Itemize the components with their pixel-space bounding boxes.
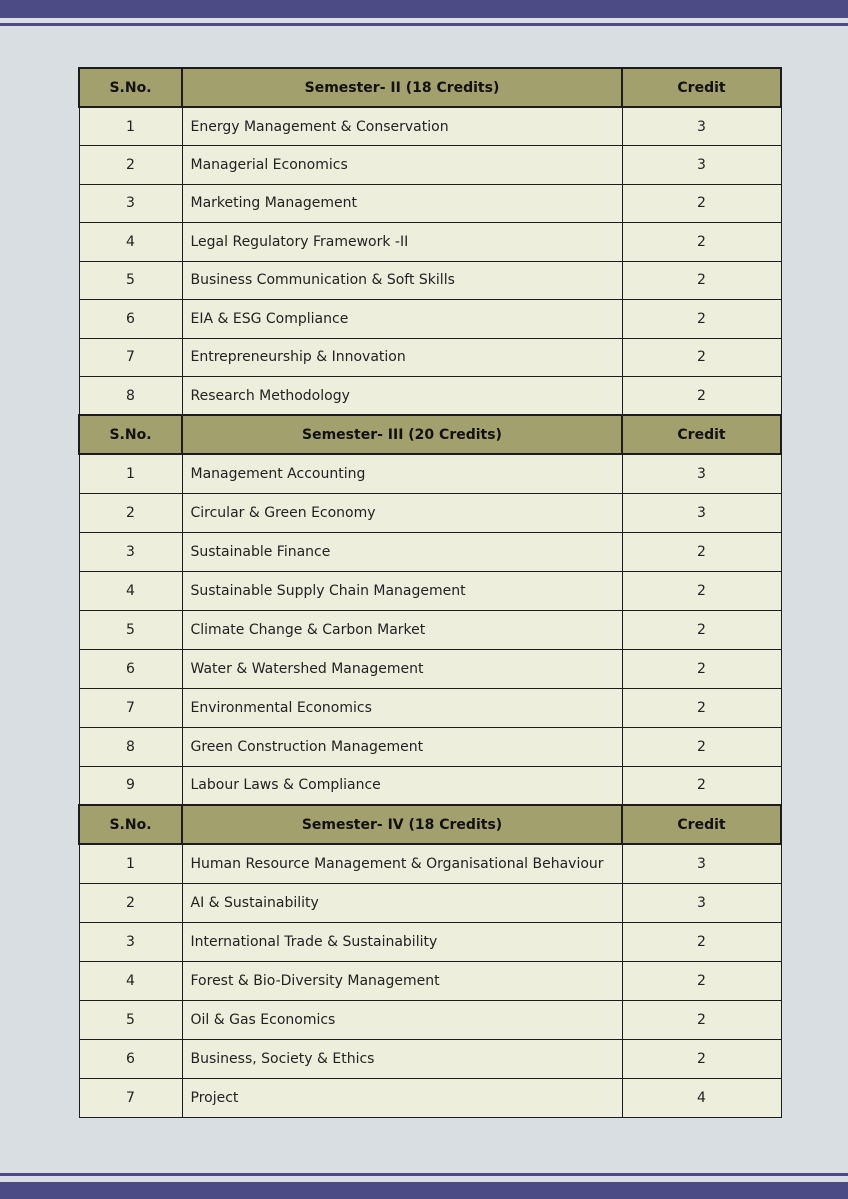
row-sno: 9 [79, 766, 182, 805]
table-row [79, 610, 781, 649]
table-row [79, 1078, 781, 1117]
row-sno: 8 [79, 377, 182, 416]
row-sno: 1 [79, 107, 182, 146]
header-sno: S.No. [79, 68, 182, 107]
table-row [79, 922, 781, 961]
header-credit: Credit [622, 805, 781, 844]
table-row [79, 377, 781, 416]
semester-2-header-row [79, 68, 781, 107]
row-sno: 4 [79, 571, 182, 610]
row-course: Managerial Economics [182, 146, 622, 185]
row-course: Sustainable Finance [182, 532, 622, 571]
header-credit: Credit [622, 68, 781, 107]
row-course: International Trade & Sustainability [182, 922, 622, 961]
table-row [79, 338, 781, 377]
row-course: Project [182, 1078, 622, 1117]
table-row [79, 727, 781, 766]
row-credit: 3 [622, 146, 781, 185]
row-credit: 2 [622, 1000, 781, 1039]
table-row [79, 223, 781, 262]
row-sno: 1 [79, 454, 182, 493]
table-row [79, 571, 781, 610]
row-course: EIA & ESG Compliance [182, 300, 622, 339]
semester-title: Semester- II (18 Credits) [182, 68, 622, 107]
table-row [79, 688, 781, 727]
row-course: Green Construction Management [182, 727, 622, 766]
row-sno: 7 [79, 1078, 182, 1117]
row-credit: 2 [622, 184, 781, 223]
row-sno: 7 [79, 338, 182, 377]
row-credit: 2 [622, 532, 781, 571]
row-course: Sustainable Supply Chain Management [182, 571, 622, 610]
row-sno: 2 [79, 883, 182, 922]
table-row [79, 1039, 781, 1078]
header-sno: S.No. [79, 415, 182, 454]
row-credit: 3 [622, 493, 781, 532]
row-sno: 1 [79, 844, 182, 883]
row-credit: 2 [622, 300, 781, 339]
table-row [79, 532, 781, 571]
row-sno: 2 [79, 146, 182, 185]
row-course: Management Accounting [182, 454, 622, 493]
row-course: AI & Sustainability [182, 883, 622, 922]
row-course: Circular & Green Economy [182, 493, 622, 532]
row-course: Labour Laws & Compliance [182, 766, 622, 805]
row-sno: 4 [79, 223, 182, 262]
row-credit: 4 [622, 1078, 781, 1117]
row-credit: 2 [622, 1039, 781, 1078]
top-rule [0, 23, 848, 26]
row-sno: 5 [79, 610, 182, 649]
table-row [79, 844, 781, 883]
row-credit: 2 [622, 961, 781, 1000]
row-course: Business Communication & Soft Skills [182, 261, 622, 300]
row-credit: 2 [622, 610, 781, 649]
course-table [78, 67, 782, 1118]
row-credit: 2 [622, 377, 781, 416]
table-row [79, 300, 781, 339]
row-course: Environmental Economics [182, 688, 622, 727]
row-credit: 2 [622, 922, 781, 961]
top-band [0, 0, 848, 18]
row-course: Entrepreneurship & Innovation [182, 338, 622, 377]
table-row [79, 146, 781, 185]
row-course: Business, Society & Ethics [182, 1039, 622, 1078]
row-sno: 2 [79, 493, 182, 532]
row-course: Marketing Management [182, 184, 622, 223]
table-row [79, 961, 781, 1000]
row-course: Human Resource Management & Organisational Behaviour [182, 844, 622, 883]
table-row [79, 261, 781, 300]
row-course: Research Methodology [182, 377, 622, 416]
row-sno: 7 [79, 688, 182, 727]
row-sno: 6 [79, 300, 182, 339]
table-row [79, 883, 781, 922]
bottom-band [0, 1182, 848, 1199]
table-row [79, 493, 781, 532]
row-credit: 2 [622, 338, 781, 377]
row-course: Water & Watershed Management [182, 649, 622, 688]
row-sno: 5 [79, 261, 182, 300]
row-course: Climate Change & Carbon Market [182, 610, 622, 649]
table-row [79, 1000, 781, 1039]
row-credit: 2 [622, 727, 781, 766]
row-credit: 2 [622, 223, 781, 262]
table-row [79, 649, 781, 688]
row-sno: 8 [79, 727, 182, 766]
row-credit: 2 [622, 649, 781, 688]
row-sno: 3 [79, 184, 182, 223]
row-course: Forest & Bio-Diversity Management [182, 961, 622, 1000]
table-row [79, 107, 781, 146]
table-row [79, 454, 781, 493]
row-credit: 2 [622, 688, 781, 727]
row-credit: 3 [622, 107, 781, 146]
row-credit: 3 [622, 454, 781, 493]
header-sno: S.No. [79, 805, 182, 844]
row-credit: 3 [622, 883, 781, 922]
table-row [79, 184, 781, 223]
row-course: Energy Management & Conservation [182, 107, 622, 146]
row-credit: 2 [622, 571, 781, 610]
row-sno: 6 [79, 1039, 182, 1078]
header-credit: Credit [622, 415, 781, 454]
row-sno: 3 [79, 922, 182, 961]
row-course: Oil & Gas Economics [182, 1000, 622, 1039]
row-credit: 2 [622, 766, 781, 805]
bottom-rule [0, 1173, 848, 1176]
row-sno: 6 [79, 649, 182, 688]
semester-title: Semester- III (20 Credits) [182, 415, 622, 454]
row-sno: 3 [79, 532, 182, 571]
row-sno: 5 [79, 1000, 182, 1039]
semester-title: Semester- IV (18 Credits) [182, 805, 622, 844]
semester-3-header-row [79, 415, 781, 454]
row-credit: 3 [622, 844, 781, 883]
row-sno: 4 [79, 961, 182, 1000]
table-row [79, 766, 781, 805]
row-credit: 2 [622, 261, 781, 300]
semester-4-header-row [79, 805, 781, 844]
row-course: Legal Regulatory Framework -II [182, 223, 622, 262]
